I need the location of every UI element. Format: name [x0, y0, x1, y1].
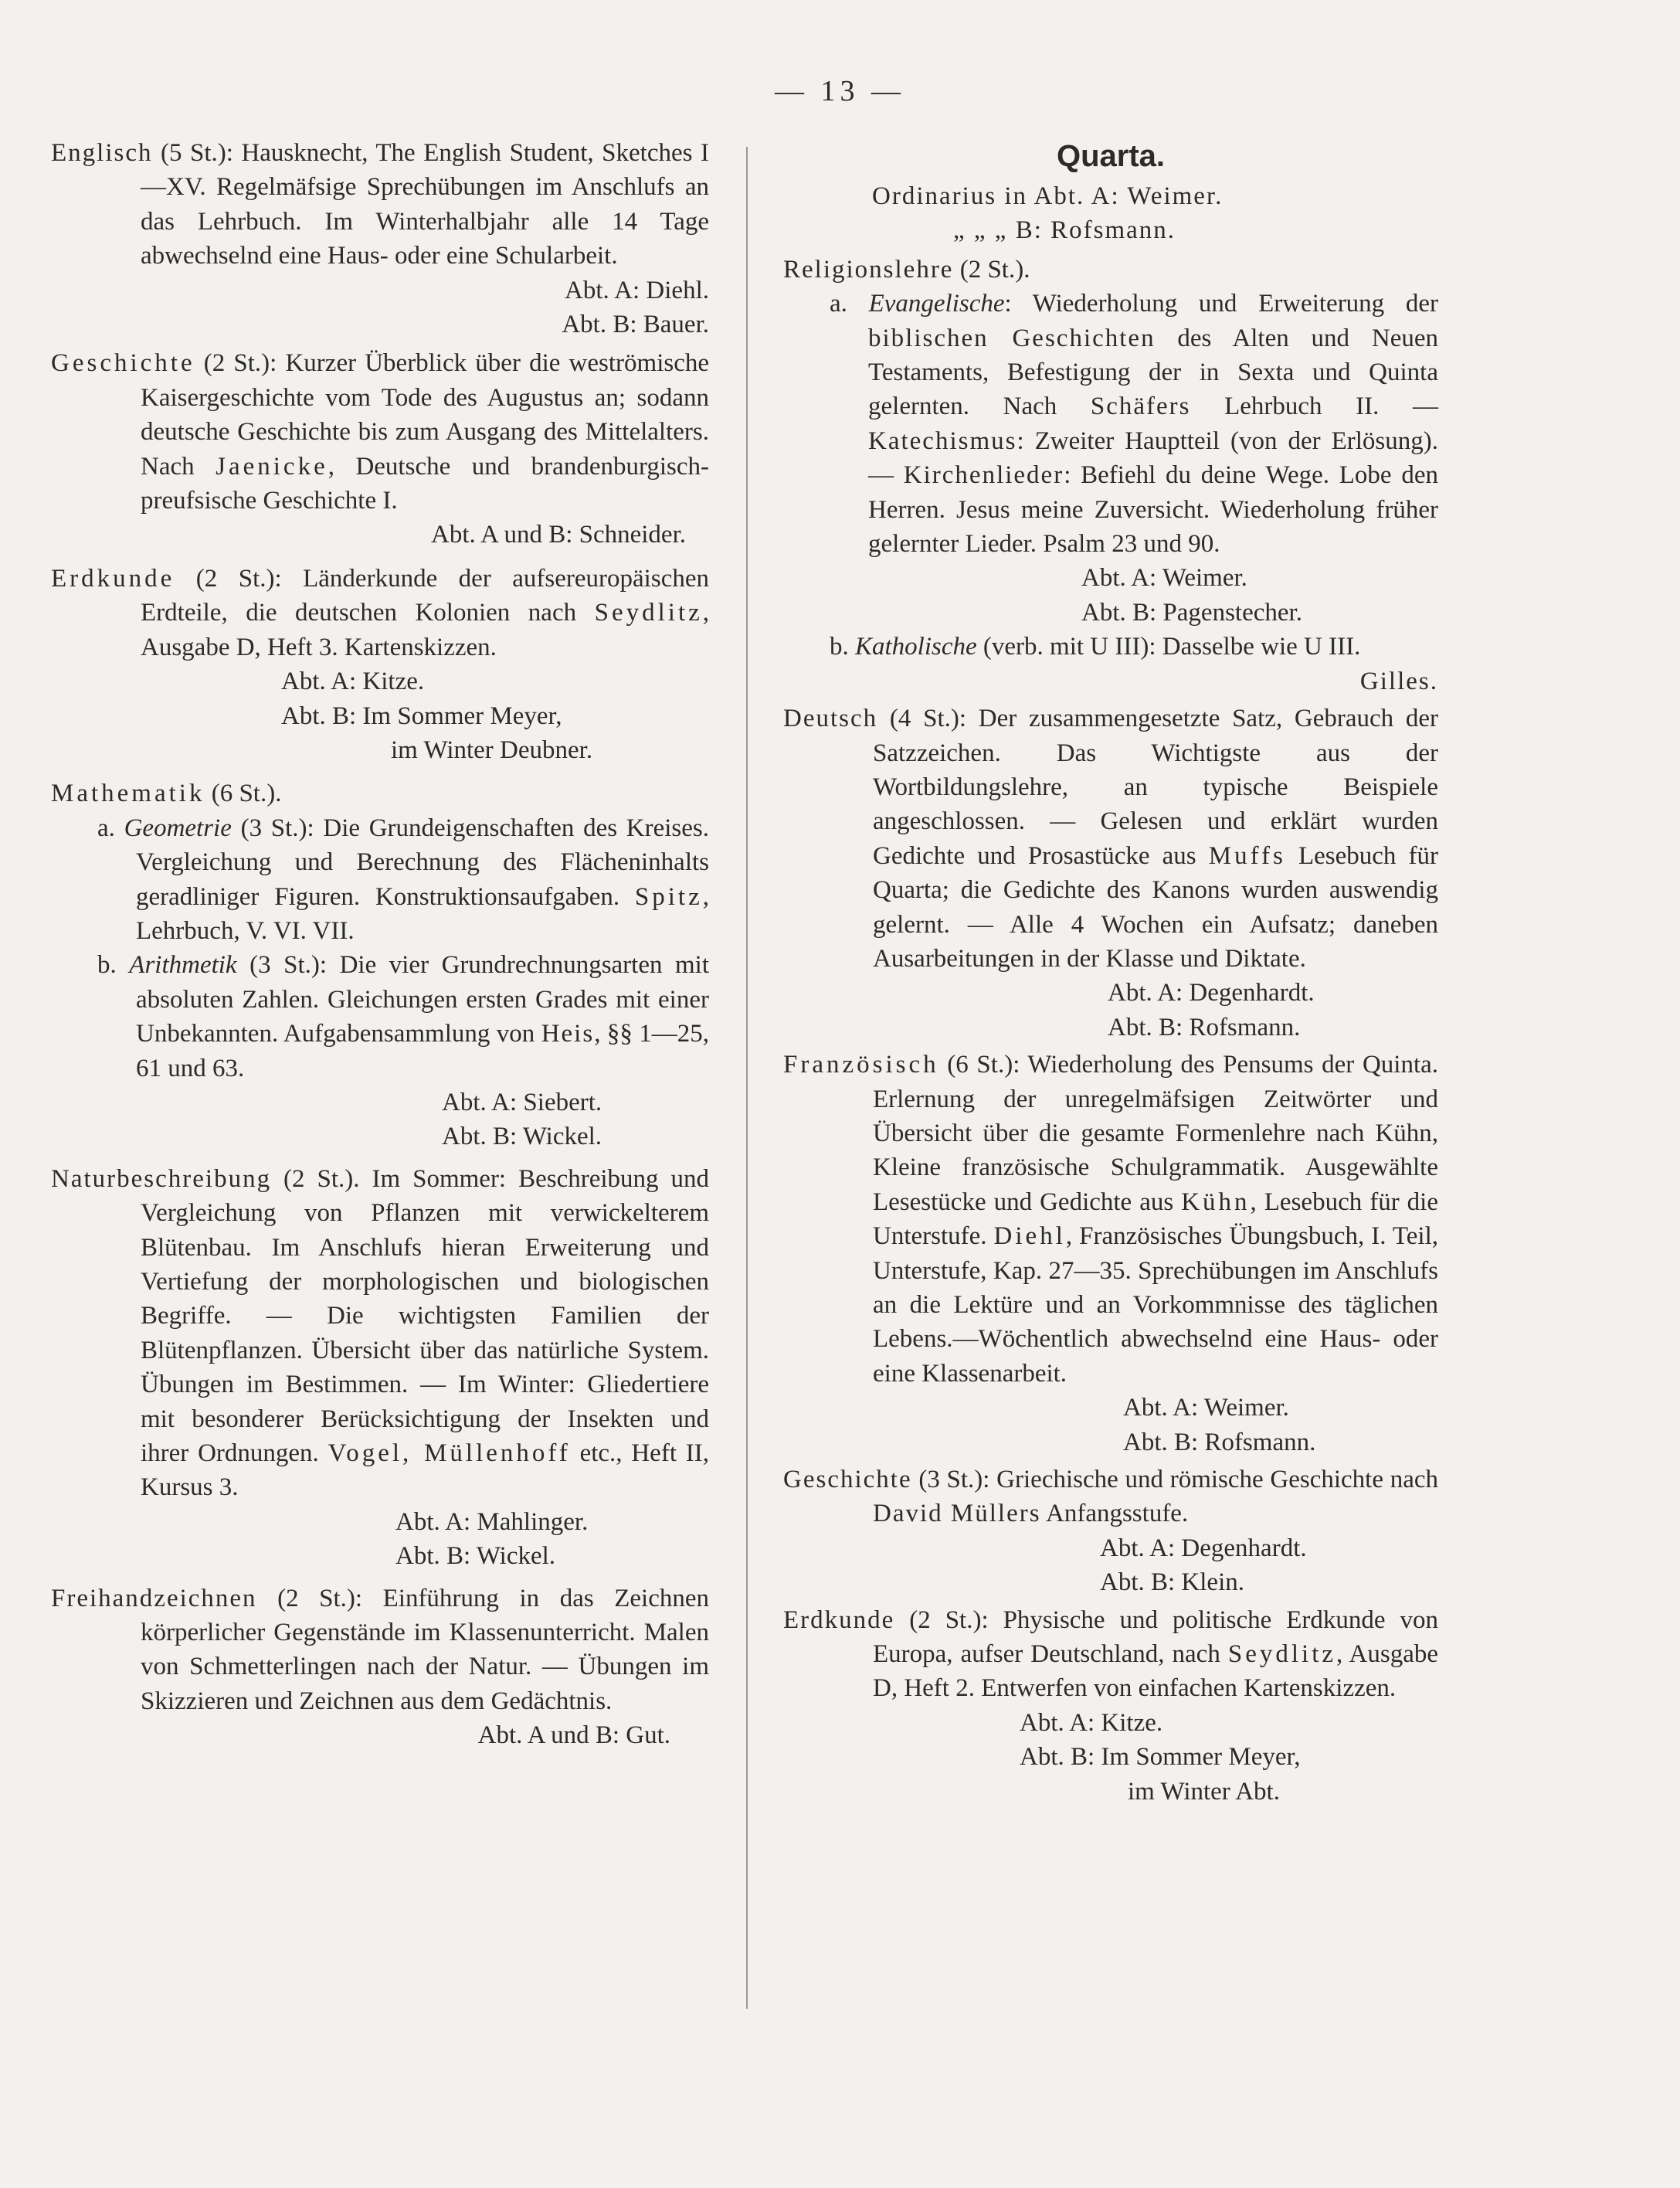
teacher-signature: Abt. B: Rofsmann.: [1123, 1428, 1316, 1456]
entry-katholische: b. Katholische (verb. mit U III): Dasselbe wie U III.: [830, 633, 1361, 661]
subject-label: Deutsch: [783, 705, 878, 733]
teacher-signature: Abt. A: Kitze.: [1020, 1708, 1163, 1737]
teacher-signature: Abt. A: Siebert.: [442, 1088, 602, 1116]
entry-religionslehre: Religionslehre (2 St.).: [783, 255, 1030, 284]
author-name: Heis: [541, 1020, 595, 1048]
entry-deutsch: Deutsch (4 St.): Der zusammengesetzte Satz, Gebrauch der Satzzeichen. Das Wichtigste aus der Wortbildungslehre, an typische Beispiele angeschlossen. — Gelesen und erklärt wurden Gedichte und Prosastücke aus Muffs Lesebuch für Quarta; die Gedichte des Kanons wurden auswendig gelernt. — Alle 4 Wochen ein Aufsatz; daneben Ausarbeitungen in der Klasse und Diktate.: [783, 705, 1438, 973]
author-name: Seydlitz: [1227, 1640, 1337, 1669]
author-name: Jaenicke: [216, 452, 328, 481]
subject-label: Englisch: [51, 139, 153, 167]
teacher-signature: Abt. A: Diehl.: [565, 276, 709, 304]
right-column: [783, 136, 1438, 1809]
entry-geschichte: Geschichte (2 St.): Kurzer Überblick über die weströmische Kaisergeschichte vom Tode des Augustus an; sodann deutsche Geschichte bis zum Ausgang des Mittelalters. Nach Jaenicke, Deutsche und brandenburgisch-preufsische Geschichte I.: [51, 349, 710, 515]
teacher-signature: Abt. A: Mahlinger.: [395, 1507, 589, 1536]
teacher-signature: Gilles.: [1359, 667, 1438, 695]
subject-label: Mathematik: [51, 780, 205, 808]
teacher-signature: Abt. B: Im Sommer Meyer,: [281, 702, 562, 730]
subject-label: Erdkunde: [51, 564, 175, 593]
subject-label: Französisch: [783, 1051, 939, 1079]
entry-text: (5 St.): Hausknecht, The English Student, Sketches I—XV. Regelmäfsige Sprechübungen im Anschlufs an das Lehrbuch. Im Winterhalbjahr alle 14 Tage abwechselnd eine Haus- oder eine Schularbeit.: [141, 139, 709, 270]
subject-label: Freihandzeichnen: [51, 1584, 257, 1612]
subject-label: Geschichte: [51, 349, 195, 378]
section-heading: Quarta.: [1056, 139, 1166, 173]
subject-label: Geschichte: [783, 1466, 912, 1494]
subject-label: Erdkunde: [783, 1605, 895, 1634]
teacher-signature: Abt. B: Pagenstecher.: [1081, 598, 1302, 627]
ordinarius-line: „ „ „ B: Rofsmann.: [953, 216, 1176, 245]
teacher-signature: Abt. A und B: Gut.: [477, 1721, 670, 1750]
teacher-signature: Abt. B: Bauer.: [562, 311, 709, 339]
teacher-signature: Abt. B: Rofsmann.: [1108, 1013, 1301, 1041]
author-name: Kühn: [1181, 1187, 1251, 1216]
teacher-signature: im Winter Abt.: [1128, 1777, 1280, 1806]
author-name: Seydlitz: [594, 599, 703, 627]
teacher-signature: Abt. A: Degenhardt.: [1100, 1534, 1307, 1562]
teacher-signature: Abt. B: Wickel.: [442, 1123, 602, 1151]
author-name: Diehl: [993, 1222, 1066, 1251]
entry-freihandzeichnen: Freihandzeichnen (2 St.): Einführung in das Zeichnen körperlicher Gegenstände im Klassenunterricht. Malen von Schmetterlingen nach der Natur. — Übungen im Skizzieren und Zeichnen aus dem Gedächtnis.: [51, 1584, 709, 1715]
author-name: Muffs: [1208, 841, 1286, 870]
entry-geschichte-quarta: Geschichte (3 St.): Griechische und römische Geschichte nach David Müllers Anfangsstufe.: [783, 1466, 1438, 1528]
teacher-signature: im Winter Deubner.: [391, 736, 593, 764]
teacher-signature: Abt. A: Kitze.: [281, 668, 425, 696]
teacher-signature: Abt. A: Weimer.: [1081, 564, 1247, 593]
teacher-signature: Abt. B: Klein.: [1100, 1568, 1244, 1597]
entry-naturbeschreibung: Naturbeschreibung (2 St.). Im Sommer: Beschreibung und Vergleichung von Pflanzen mit verwickelterem Blütenbau. Im Anschlufs hieran Erweiterung und Vertiefung der morphologischen und biologischen Begriffe. — Die wichtigsten Familien der Blütenpflanzen. Übersicht über das natürliche System. Übungen im Bestimmen. — Im Winter: Gliedertiere mit besonderer Berücksichtigung der Insekten und ihrer Ordnungen. Vogel, Müllenhoff etc., Heft II, Kursus 3.: [51, 1164, 710, 1502]
subsection-title: Evangelische: [868, 290, 1005, 318]
entry-franzoesisch: Französisch (6 St.): Wiederholung des Pensums der Quinta. Erlernung der unregelmäfsigen Zeitwörter und Übersicht über die gesamte Formenlehre nach Kühn, Kleine französische Schulgrammatik. Ausgewählte Lesestücke und Gedichte aus Kühn, Lesebuch für die Unterstufe. Diehl, Französisches Übungsbuch, I. Teil, Unterstufe, Kap. 27—35. Sprechübungen im Anschlufs an die Lektüre und an Vorkommnisse des täglichen Lebens.—Wöchentlich abwechselnd eine Haus- oder eine Klassenarbeit.: [783, 1051, 1439, 1388]
entry-evangelische: a. Evangelische: Wiederholung und Erweiterung der biblischen Geschichten des Alten und Neuen Testaments, Befestigung der in Sexta und Quinta gelernten. Nach Schäfers Lehrbuch II. — Katechismus: Zweiter Hauptteil (von der Erlösung). — Kirchenlieder: Befiehl du deine Wege. Lobe den Herren. Jesus meine Zuversicht. Wiederholung früher gelernter Lieder. Psalm 23 und 90.: [830, 290, 1439, 559]
entry-erdkunde: Erdkunde (2 St.): Länderkunde der aufsereuropäischen Erdteile, die deutschen Kolonien nach Seydlitz, Ausgabe D, Heft 3. Kartenskizzen.: [51, 564, 710, 661]
teacher-signature: Abt. B: Im Sommer Meyer,: [1020, 1743, 1301, 1772]
entry-arithmetik: b. Arithmetik (3 St.): Die vier Grundrechnungsarten mit absoluten Zahlen. Gleichungen ersten Grades mit einer Unbekannten. Aufgabensammlung von Heis, §§ 1—25, 61 und 63.: [97, 951, 710, 1082]
entry-geometrie: a. Geometrie (3 St.): Die Grundeigenschaften des Kreises. Vergleichung und Berechnung des Flächeninhalts geradliniger Figuren. Konstruktionsaufgaben. Spitz, Lehrbuch, V. VI. VII.: [97, 814, 710, 945]
subsection-title: Katholische: [855, 633, 977, 661]
teacher-signature: Abt. B: Wickel.: [395, 1542, 556, 1571]
author-name: Spitz: [634, 882, 703, 911]
teacher-signature: Abt. A: Weimer.: [1123, 1394, 1289, 1422]
author-name: Vogel, Müllenhoff: [328, 1439, 571, 1468]
author-name: Schäfers: [1090, 392, 1191, 421]
entry-englisch: [51, 136, 709, 274]
entry-erdkunde-quarta: Erdkunde (2 St.): Physische und politische Erdkunde von Europa, aufser Deutschland, nach Seydlitz, Ausgabe D, Heft 2. Entwerfen von einfachen Kartenskizzen.: [783, 1605, 1439, 1703]
subsection-title: Geometrie: [124, 814, 232, 842]
teacher-signature: Abt. A: Degenhardt.: [1108, 979, 1315, 1007]
entry-mathematik: Mathematik (6 St.).: [51, 780, 282, 808]
column-rule: [746, 147, 748, 2009]
left-column: [51, 136, 709, 1753]
ordinarius-line: Ordinarius in Abt. A: Weimer.: [872, 182, 1224, 210]
teacher-signature: Abt. A und B: Schneider.: [431, 521, 686, 549]
page-number: — 13 —: [775, 75, 905, 107]
subject-label: Naturbeschreibung: [51, 1164, 272, 1193]
author-name: David Müllers: [873, 1500, 1041, 1528]
subject-label: Religionslehre: [783, 255, 954, 284]
subsection-title: Arithmetik: [129, 951, 237, 980]
